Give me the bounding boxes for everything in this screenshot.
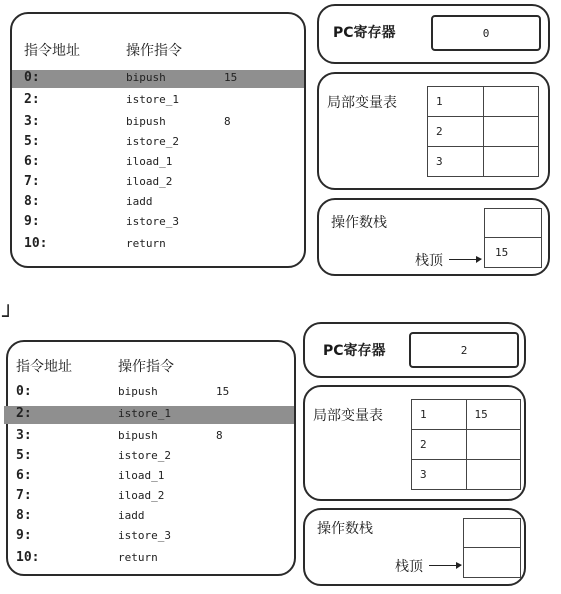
instruction-addr: 3: [24,114,40,129]
operand-stack-label: 操作数栈 [331,215,387,231]
instruction-addr: 10: [24,236,48,251]
pc-register-panel [303,322,526,378]
instruction-op: istore_2 [126,135,179,148]
instruction-op: return [118,551,158,564]
instruction-arg: 15 [216,385,230,398]
pc-register-value: 0 [482,27,490,40]
operand-stack-label: 操作数栈 [317,521,373,537]
separator-mark: ┘ [2,304,15,328]
instruction-arg: 15 [224,71,238,84]
pc-register-value-box [431,15,541,51]
instruction-addr: 5: [24,134,40,149]
pc-register-value-box [409,332,519,368]
instruction-addr: 9: [24,214,40,229]
instruction-row [12,134,304,152]
instruction-addr: 6: [16,468,32,483]
local-var-index: 3 [428,147,484,177]
instruction-op: istore_1 [118,407,171,420]
instruction-op: iadd [126,195,153,208]
stack-top-label: 栈顶 [395,559,423,575]
stack-cell: 15 [495,246,509,259]
instructions-panel [10,12,306,268]
operand-stack [463,518,521,578]
local-var-value [483,87,539,117]
instruction-op: iload_2 [126,175,173,188]
instruction-row [4,550,294,568]
instruction-row [4,406,294,424]
local-var-index: 1 [428,87,484,117]
instruction-op: bipush [118,385,158,398]
local-var-row [412,460,521,490]
addr-header: 指令地址 [16,359,72,375]
instruction-addr: 2: [24,92,40,107]
instruction-row [12,236,304,254]
stack-top-arrow [429,565,461,566]
instruction-row [12,174,304,192]
instruction-addr: 0: [16,384,32,399]
local-var-value [466,460,521,490]
stack-cell [485,209,541,238]
operand-stack [484,208,542,268]
local-var-index: 2 [428,117,484,147]
operand-stack-panel [303,508,526,586]
instruction-op: bipush [118,429,158,442]
instruction-row [12,114,304,132]
local-var-index: 2 [412,430,467,460]
instruction-addr: 7: [16,488,32,503]
instructions-panel [6,340,296,576]
pc-register-label: PC寄存器 [333,25,396,41]
local-var-value [466,430,521,460]
local-vars-table [427,86,539,177]
instruction-addr: 7: [24,174,40,189]
instruction-row [12,154,304,172]
instruction-addr: 3: [16,428,32,443]
instruction-arg: 8 [216,429,223,442]
instruction-op: bipush [126,115,166,128]
instruction-addr: 9: [16,528,32,543]
local-vars-label: 局部变量表 [327,95,397,111]
instruction-addr: 2: [16,406,32,421]
instruction-row [4,384,294,402]
stack-top-label: 栈顶 [415,253,443,269]
local-var-row [412,400,521,430]
op-header: 操作指令 [118,359,174,375]
instruction-row [4,448,294,466]
instruction-op: iload_2 [118,489,165,502]
instruction-op: istore_3 [126,215,179,228]
local-var-index: 3 [412,460,467,490]
instruction-op: istore_2 [118,449,171,462]
stack-top-arrow [449,259,481,260]
instruction-addr: 6: [24,154,40,169]
stack-cell [464,548,520,577]
local-vars-label: 局部变量表 [313,408,383,424]
op-header: 操作指令 [126,43,182,59]
instruction-op: return [126,237,166,250]
local-var-row [428,147,539,177]
instruction-addr: 8: [16,508,32,523]
stack-cell [464,519,520,548]
local-var-value [483,147,539,177]
instruction-row [4,528,294,546]
pc-register-panel [317,4,550,64]
pc-register-label: PC寄存器 [323,343,386,359]
local-var-value [483,117,539,147]
local-var-index: 1 [412,400,467,430]
instruction-row [4,468,294,486]
local-vars-panel [317,72,550,190]
instruction-addr: 5: [16,448,32,463]
local-vars-panel [303,385,526,501]
instruction-addr: 10: [16,550,40,565]
instruction-addr: 0: [24,70,40,85]
instruction-op: iload_1 [118,469,165,482]
local-var-row [428,117,539,147]
instruction-row [12,194,304,212]
instruction-row [4,508,294,526]
instruction-op: iadd [118,509,145,522]
instruction-arg: 8 [224,115,231,128]
instruction-row [4,488,294,506]
instruction-row [12,214,304,232]
operand-stack-panel [317,198,550,276]
instruction-op: istore_3 [118,529,171,542]
instruction-row [12,70,304,88]
local-vars-table [411,399,521,490]
instruction-addr: 8: [24,194,40,209]
local-var-row [412,430,521,460]
instruction-op: iload_1 [126,155,173,168]
instruction-op: istore_1 [126,93,179,106]
instruction-row [4,428,294,446]
local-var-value: 15 [466,400,521,430]
addr-header: 指令地址 [24,43,80,59]
pc-register-value: 2 [460,344,468,357]
instruction-row [12,92,304,110]
local-var-row [428,87,539,117]
instruction-op: bipush [126,71,166,84]
